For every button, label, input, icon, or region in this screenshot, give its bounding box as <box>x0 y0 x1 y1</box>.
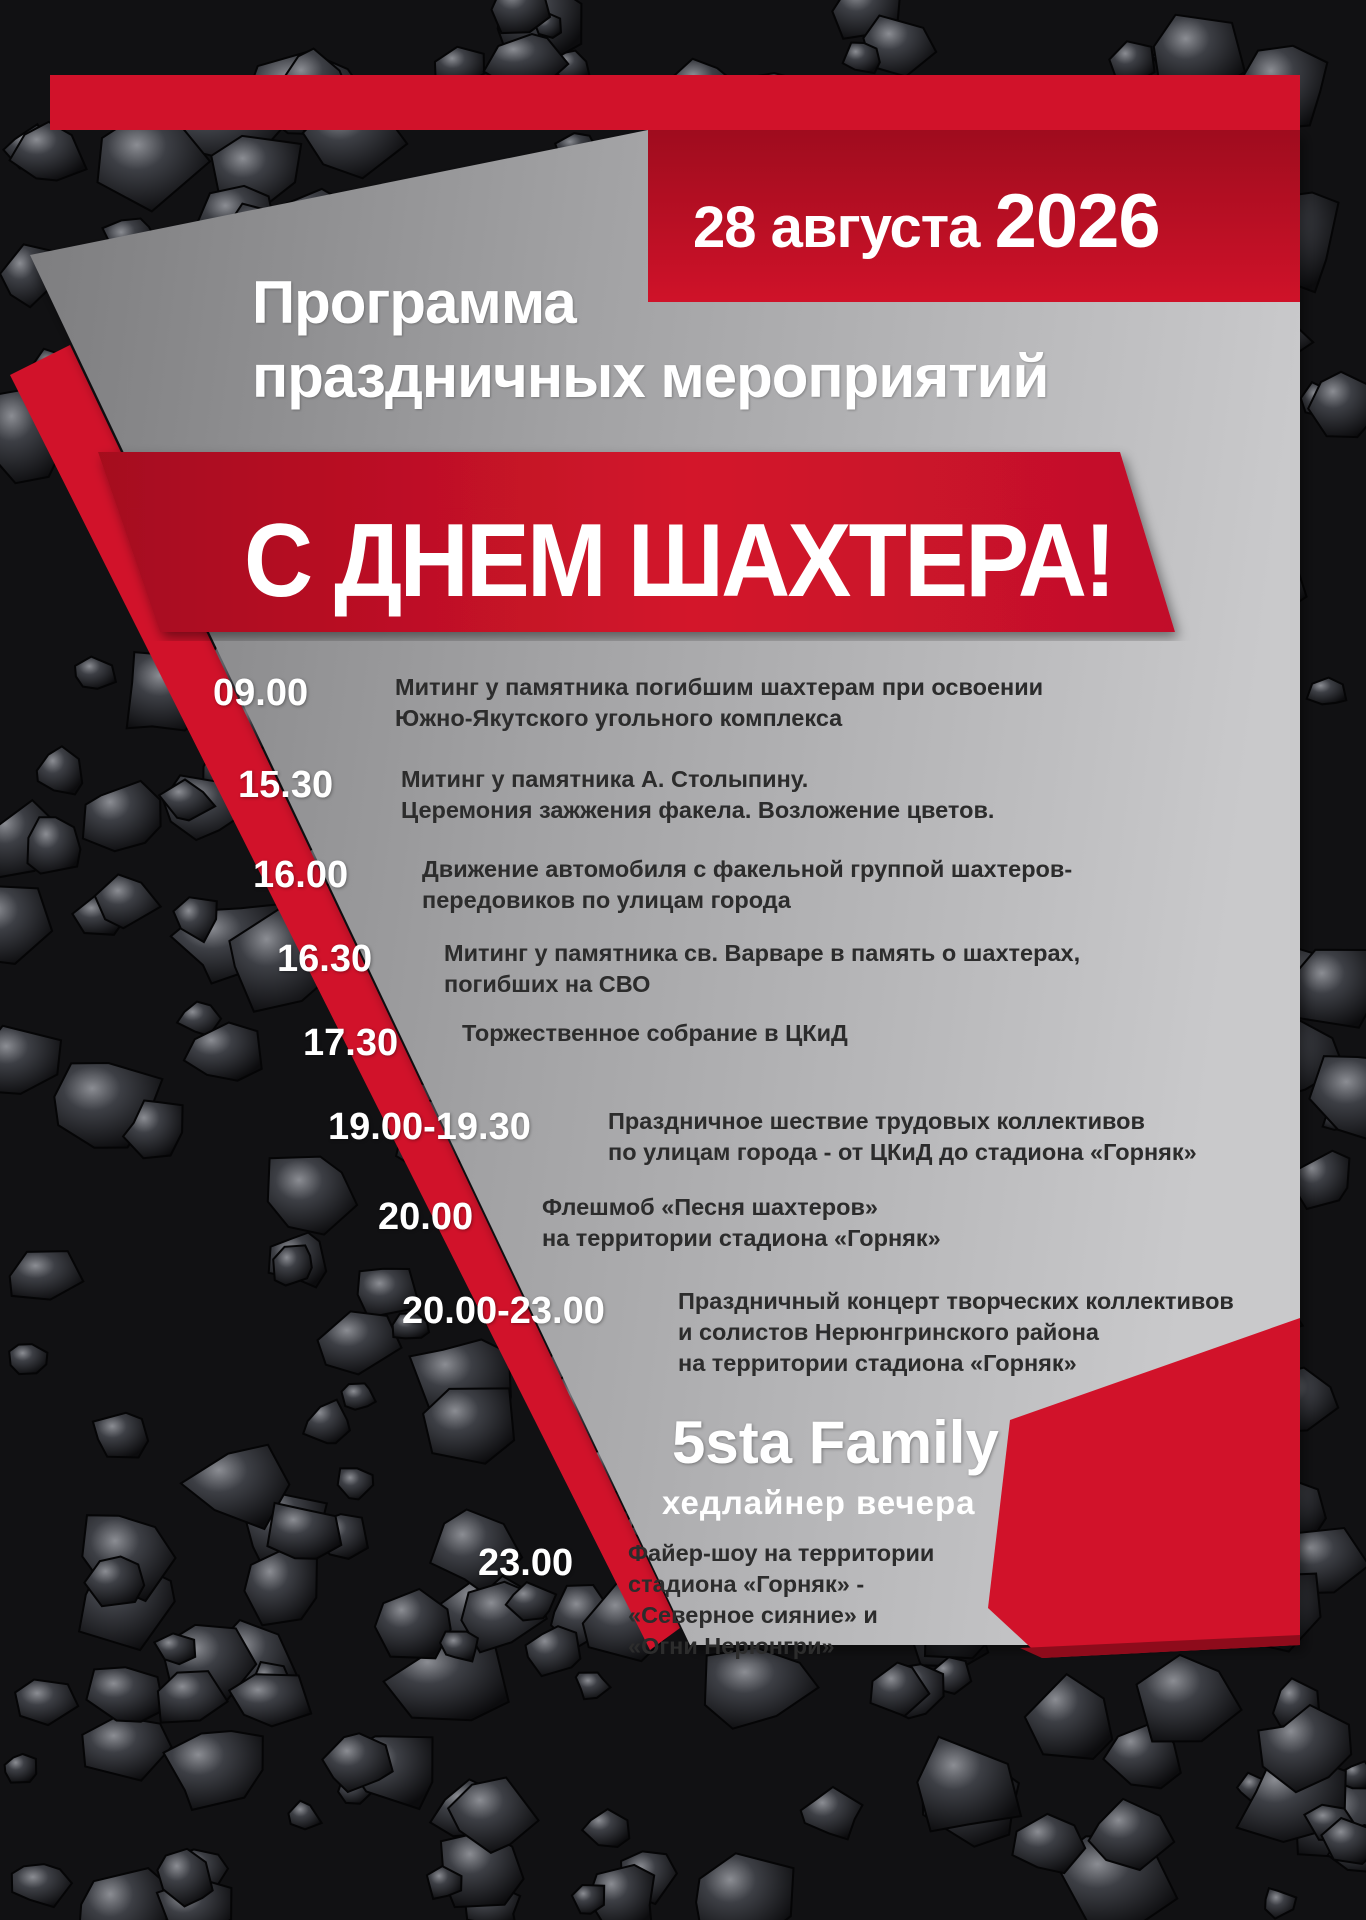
event-time: 23.00 <box>478 1542 574 1584</box>
event-time: 20.00-23.00 <box>402 1290 605 1332</box>
event-description: Флешмоб «Песня шахтеров» на территории стадиона «Горняк» <box>542 1194 941 1251</box>
event-description: Митинг у памятника погибшим шахтерам при освоении Южно-Якутского угольного комплекса <box>395 674 1044 731</box>
date-day: 28 августа <box>693 195 980 260</box>
event-time: 20.00 <box>378 1196 474 1238</box>
event-time: 15.30 <box>238 764 334 806</box>
event-description: Митинг у памятника св. Варваре в память о шахтерах, погибших на СВО <box>444 940 1081 997</box>
event-time: 16.30 <box>277 938 373 980</box>
program-heading-line1: Программа <box>252 269 576 336</box>
banner-title: С ДНЕМ ШАХТЕРА! <box>244 503 1114 619</box>
event-time: 09.00 <box>213 672 309 714</box>
event-time: 17.30 <box>303 1022 399 1064</box>
event-description: Файер-шоу на территории стадиона «Горняк» - «Северное сияние» и «Огни Нерюнгри» <box>628 1540 935 1659</box>
event-date <box>693 178 1160 265</box>
event-time: 19.00-19.30 <box>328 1106 531 1148</box>
event-description: Праздничный концерт творческих коллективов и солистов Нерюнгринского района на территории стадиона «Горняк» <box>678 1288 1234 1376</box>
date-year: 2026 <box>994 179 1160 264</box>
program-heading-line2: праздничных мероприятий <box>252 343 1049 410</box>
headliner-name: 5sta Family <box>672 1409 999 1476</box>
top-red-bar <box>50 75 1300 130</box>
event-description: Праздничное шествие трудовых коллективов по улицам города - от ЦКиД до стадиона «Горняк» <box>608 1108 1197 1165</box>
event-time: 16.00 <box>253 854 349 896</box>
headliner-caption: хедлайнер вечера <box>662 1484 976 1521</box>
event-description: Движение автомобиля с факельной группой шахтеров- передовиков по улицам города <box>422 856 1073 913</box>
event-description: Торжественное собрание в ЦКиД <box>462 1020 848 1046</box>
event-description: Митинг у памятника А. Столыпину. Церемония зажжения факела. Возложение цветов. <box>401 766 995 823</box>
